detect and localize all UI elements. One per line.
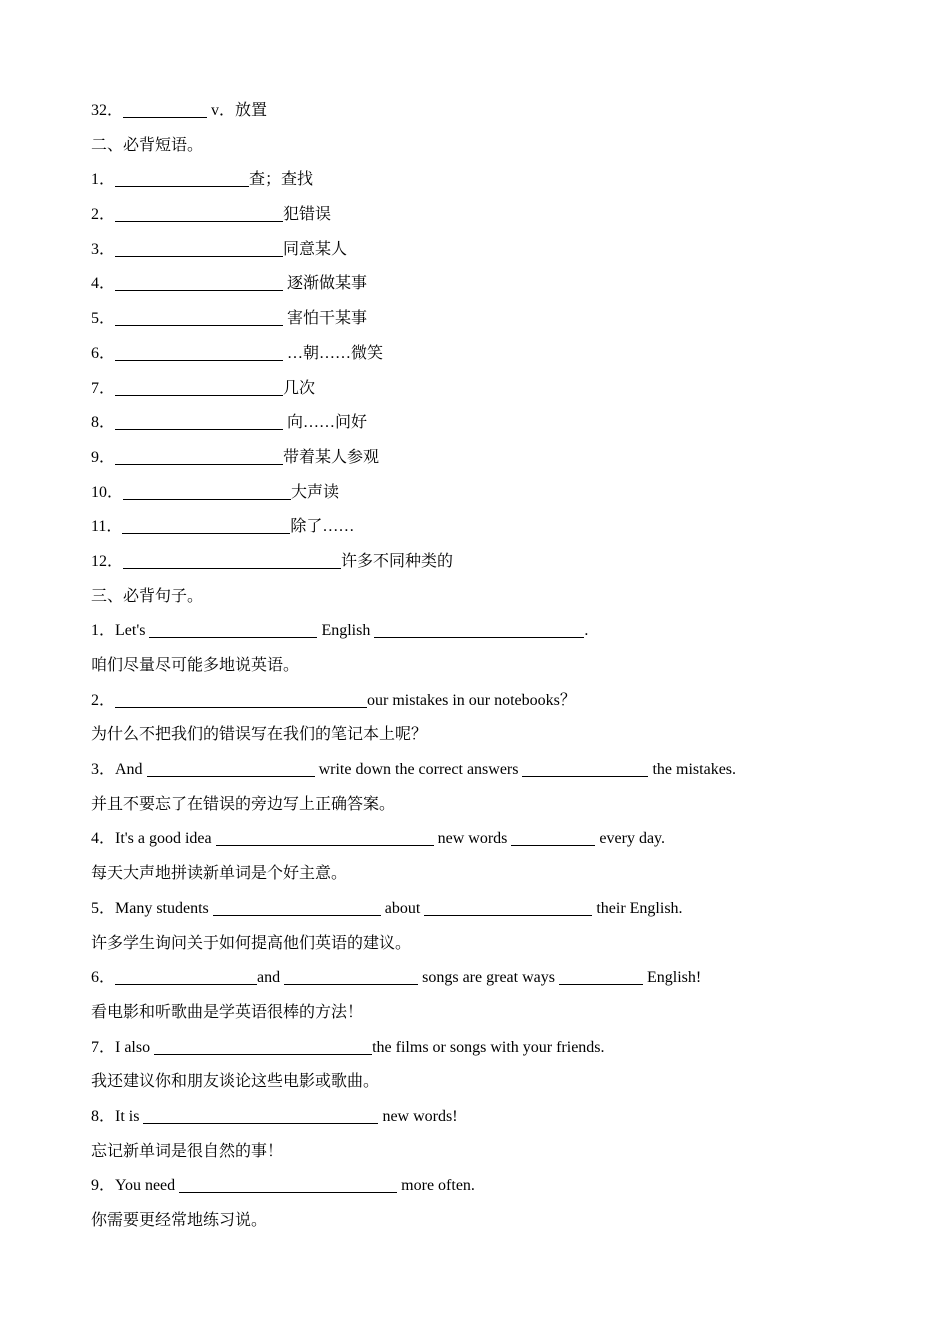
line-text: 害怕干某事 [283,310,368,328]
line-text: 1．Let's [91,622,150,640]
line-text: v．放置 [207,102,268,119]
line-text: 6． [91,344,116,362]
answer-blank[interactable] [122,515,290,534]
worksheet-line [91,1069,871,1104]
answer-blank[interactable] [115,342,283,361]
answer-blank[interactable] [216,827,434,846]
line-text: English [317,622,375,640]
line-text: 12． [91,552,124,570]
worksheet-page [91,98,871,1243]
answer-blank[interactable] [115,307,283,326]
worksheet-line [91,896,871,931]
worksheet-line [91,445,871,480]
line-text: every day. [595,830,665,848]
worksheet-line [91,306,871,341]
line-text: write down the correct answers [314,761,523,779]
line-text: the mistakes. [648,761,737,779]
worksheet-line [91,1104,871,1139]
line-text: the films or songs with your friends. [372,1038,605,1056]
answer-blank[interactable] [511,827,595,846]
answer-blank[interactable] [115,168,249,187]
line-text: 8． [91,414,116,432]
answer-blank[interactable] [123,99,207,118]
line-text: …朝……微笑 [283,344,384,362]
line-text: 32． [91,102,124,119]
worksheet-line [91,514,871,549]
worksheet-line [91,271,871,306]
line-text: 查；查找 [249,171,314,189]
line-text: 咱们尽量尽可能多地说英语。 [91,657,300,674]
answer-blank[interactable] [179,1174,397,1193]
worksheet-line [91,584,871,619]
line-text: new words! [378,1107,458,1125]
line-text: 11． [91,518,123,536]
line-text: 7． [91,379,116,397]
worksheet-line [91,653,871,688]
worksheet-line [91,757,871,792]
line-text: 许多不同种类的 [341,552,454,570]
answer-blank[interactable] [115,966,257,985]
line-text: 带着某人参观 [283,448,380,466]
line-text: 8．It is [91,1107,144,1125]
answer-blank[interactable] [284,966,418,985]
answer-blank[interactable] [149,619,317,638]
line-text: 大声读 [291,483,340,501]
line-text: 并且不要忘了在错误的旁边写上正确答案。 [91,795,396,813]
answer-blank[interactable] [123,481,291,500]
answer-blank[interactable] [213,897,381,916]
line-text: more often. [397,1177,475,1195]
answer-blank[interactable] [147,758,315,777]
answer-blank[interactable] [424,897,592,916]
line-text: 我还建议你和朋友谈论这些电影或歌曲。 [91,1073,380,1091]
line-text: . [584,622,589,640]
line-text: new words [433,830,512,848]
line-text: 9．You need [91,1177,180,1195]
line-text: 看电影和听歌曲是学英语很棒的方法！ [91,1003,364,1021]
answer-blank[interactable] [115,377,283,396]
answer-blank[interactable] [115,203,283,222]
worksheet-line [91,1208,871,1243]
answer-blank[interactable] [115,446,283,465]
line-text: 除了…… [290,518,355,536]
line-text: 4． [91,275,116,293]
worksheet-line [91,792,871,827]
line-text: English! [642,969,702,987]
worksheet-line [91,965,871,1000]
worksheet-line [91,376,871,411]
answer-blank[interactable] [115,689,367,708]
worksheet-line [91,931,871,966]
answer-blank[interactable] [374,619,584,638]
worksheet-line [91,98,871,133]
line-text: 3． [91,240,116,258]
answer-blank[interactable] [115,411,283,430]
worksheet-line [91,1139,871,1174]
line-text: 三、必背句子。 [91,587,204,605]
line-text: 同意某人 [283,240,348,258]
worksheet-line [91,861,871,896]
line-text: their English. [592,899,683,917]
line-text: 4．It's a good idea [91,830,216,848]
line-text: 几次 [283,379,316,397]
line-text: 许多学生询问关于如何提高他们英语的建议。 [91,934,412,952]
line-text: 5． [91,310,116,328]
line-text: our mistakes in our notebooks？ [367,691,576,709]
worksheet-line [91,1000,871,1035]
line-text: 9． [91,448,116,466]
line-text: 每天大声地拼读新单词是个好主意。 [91,865,348,883]
line-text: 1． [91,171,116,189]
line-text: and [257,969,285,987]
line-text: 6． [91,969,116,987]
answer-blank[interactable] [522,758,648,777]
worksheet-line [91,1173,871,1208]
answer-blank[interactable] [143,1105,378,1124]
line-text: songs are great ways [418,969,559,987]
answer-blank[interactable] [115,238,283,257]
line-text: 2． [91,206,116,224]
worksheet-line [91,202,871,237]
worksheet-line [91,549,871,584]
line-text: 逐渐做某事 [283,275,368,293]
worksheet-line [91,826,871,861]
worksheet-line [91,237,871,272]
answer-blank[interactable] [154,1036,372,1055]
worksheet-line [91,167,871,202]
worksheet-line [91,480,871,515]
line-text: 犯错误 [283,206,332,224]
line-text: 二、必背短语。 [91,136,204,154]
line-text: 为什么不把我们的错误写在我们的笔记本上呢？ [91,726,428,744]
line-text: 2． [91,691,116,709]
worksheet-line [91,688,871,723]
line-text: 5．Many students [91,899,213,917]
worksheet-line [91,133,871,168]
worksheet-line [91,618,871,653]
line-text: 3．And [91,761,147,779]
worksheet-line [91,341,871,376]
line-text: about [380,899,425,917]
line-text: 向……问好 [283,414,368,432]
line-text: 忘记新单词是很自然的事！ [91,1142,284,1160]
worksheet-line [91,410,871,445]
answer-blank[interactable] [123,550,341,569]
answer-blank[interactable] [115,272,283,291]
answer-blank[interactable] [559,966,643,985]
line-text: 你需要更经常地练习说。 [91,1212,268,1229]
line-text: 7．I also [91,1038,155,1056]
worksheet-line [91,1035,871,1070]
line-text: 10． [91,483,124,501]
worksheet-line [91,722,871,757]
